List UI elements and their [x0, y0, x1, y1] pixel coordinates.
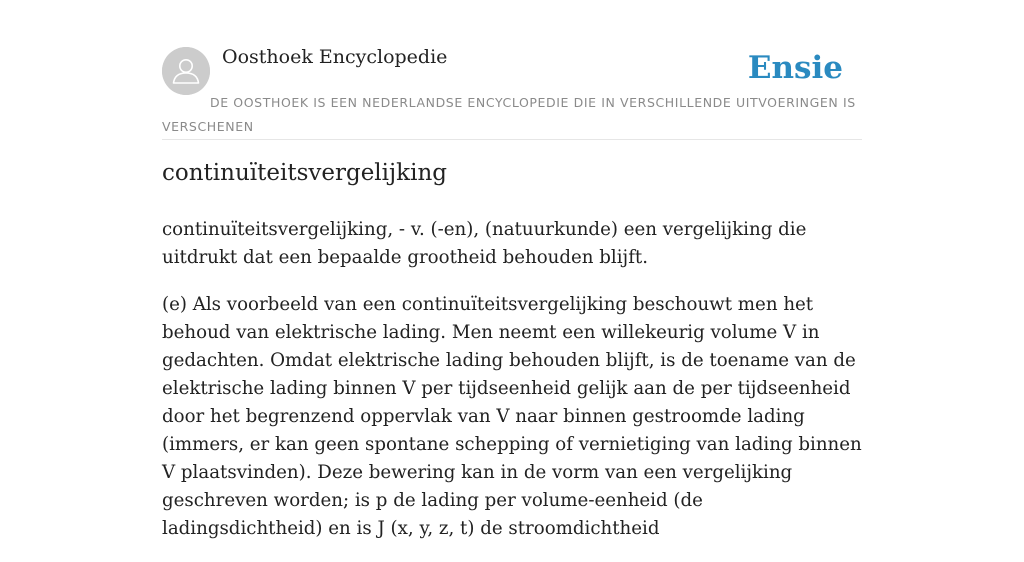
source-tagline: DE OOSTHOEK IS EEN NEDERLANDSE ENCYCLOPEDIE DIE IN VERSCHILLENDE UITVOERINGEN IS VERSCHENEN [162, 95, 856, 134]
article-title: continuïteitsvergelijking [162, 160, 447, 186]
page [162, 0, 862, 539]
article-body [162, 216, 866, 562]
article-paragraph-definition: continuïteitsvergelijking, - v. (-en), (natuurkunde) een vergelijking die uitdrukt dat een bepaalde grootheid behouden blijft. [162, 219, 807, 268]
user-outline-icon [162, 47, 210, 95]
article-paragraph-explanation: (e) Als voorbeeld van een continuïteitsvergelijking beschouwt men het behoud van elektrische lading. Men neemt een willekeurig volume V in gedachten. Omdat elektrische lading behouden blijft, is de toename van de elektrische lading binnen V per tijdseenheid gelijk aan de per tijdseenheid door het begrenzend oppervlak van V naar binnen gestroomde lading (immers, er kan geen spontane schepping of vernietiging van lading binnen V plaatsvinden). Deze bewering kan in de vorm van een vergelijking geschreven worden; is p de lading per volume-eenheid (de ladingsdichtheid) en is J (x, y, z, t) de stroomdichtheid [162, 294, 862, 539]
source-name-link[interactable]: Oosthoek Encyclopedie [222, 46, 448, 68]
site-logo[interactable]: Ensie [747, 50, 843, 86]
source-header [162, 0, 862, 140]
source-avatar[interactable] [162, 47, 210, 95]
